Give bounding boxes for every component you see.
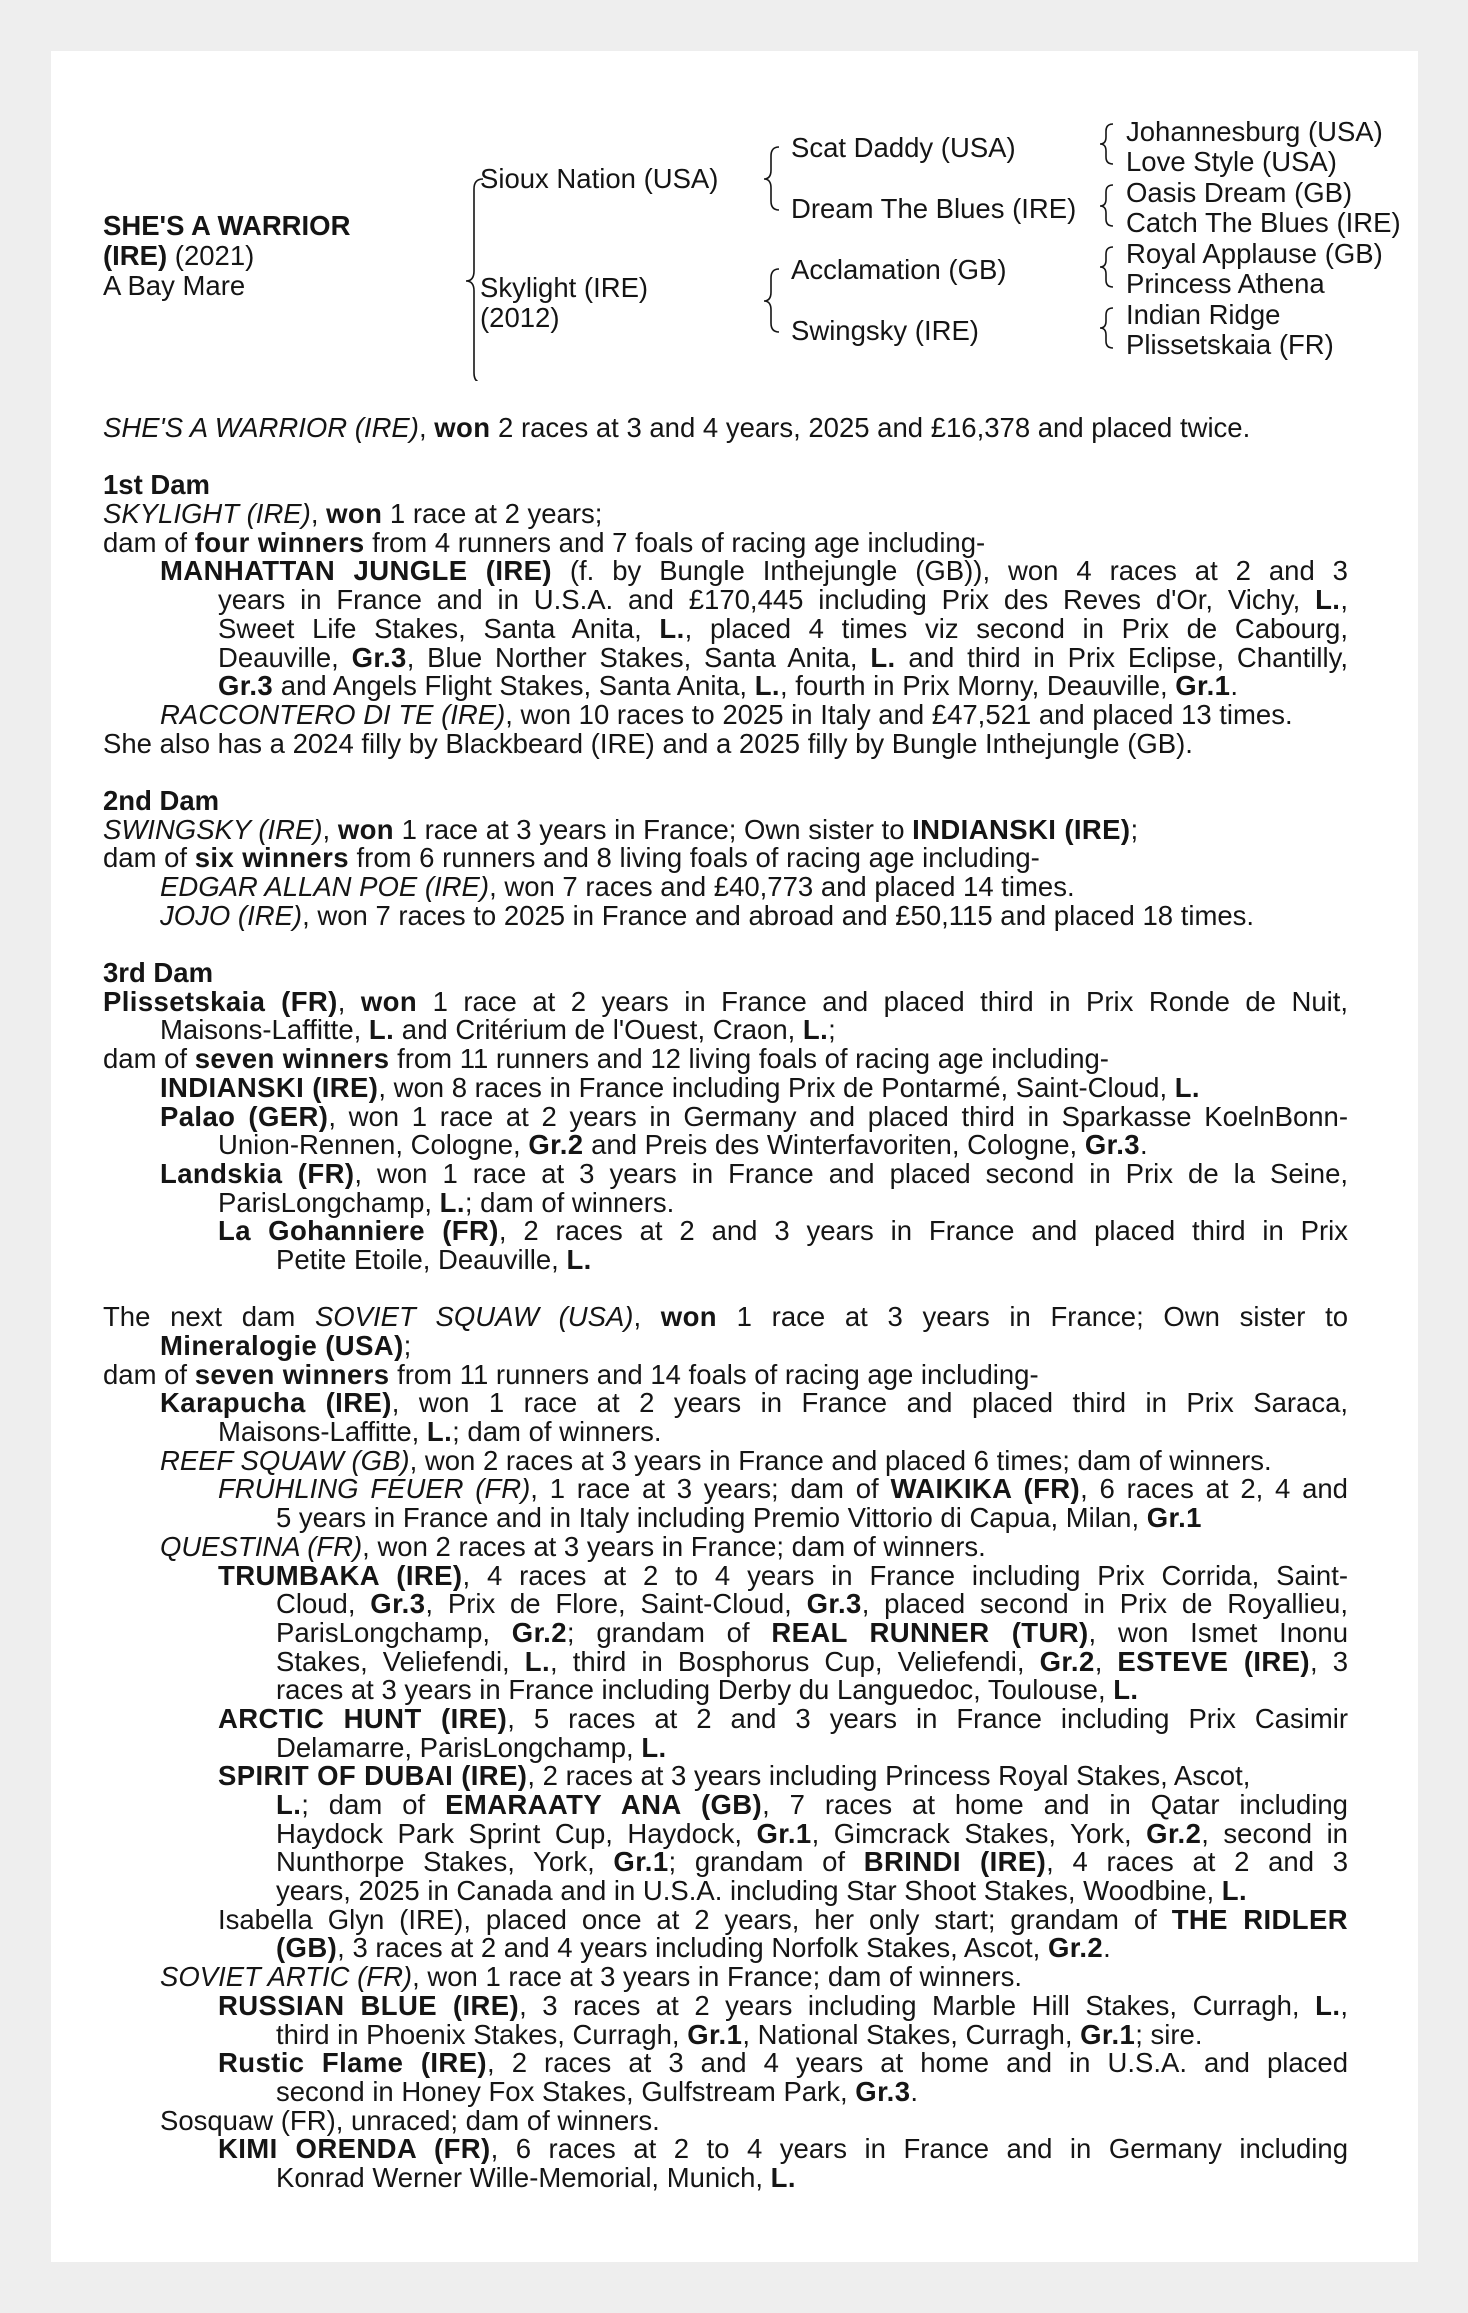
catalogue-page (51, 51, 1418, 2262)
horse-name-line2 (103, 241, 254, 271)
text: , won 1 race at 3 years in France; dam of winners. (412, 1961, 1022, 1993)
race-grade: Gr.2 (528, 1129, 584, 1161)
horse-name: SPIRIT OF DUBAI (IRE) (218, 1760, 528, 1792)
horse-name: Landskia (FR) (160, 1157, 355, 1189)
first-dam-record-text: 1 race at 2 years; (382, 498, 603, 530)
text: ; sire. (1135, 2018, 1203, 2050)
text: , 4 races at 2 and 3 (1046, 1846, 1348, 1878)
bracket-g3-4 (1100, 308, 1113, 348)
text: Petite Etoile, Deauville, (276, 1243, 567, 1275)
third-dam-record: Plissetskaia (FR), won 1 race at 2 years in France and placed third in Prix Ronde de Nuit, (103, 985, 1348, 1017)
horse-name: REAL RUNNER (TUR) (771, 1616, 1089, 1648)
dam-year: (2012) (480, 302, 560, 333)
race-grade: L. (1113, 1674, 1139, 1706)
race-grade: L. (524, 1645, 551, 1677)
horse-name: Mineralogie (USA) (160, 1330, 404, 1361)
bracket-dam (764, 269, 779, 332)
text: , Blue Norther Stakes, Santa Anita, (406, 641, 871, 673)
first-dam-heading: 1st Dam (103, 469, 210, 501)
entry-isabella-glyn (103, 1903, 1349, 1935)
summary-line: SHE'S A WARRIOR (IRE), won 2 races at 3 and 4 years, 2025 and £16,378 and placed twice. (103, 412, 1251, 443)
text: , 2 races at 2 and 3 years in France and placed third in Prix (498, 1215, 1349, 1247)
text: . (1139, 1129, 1148, 1161)
race-grade: L. (368, 1014, 395, 1046)
second-dam-name: SWINGSKY (IRE) (103, 813, 323, 845)
race-grade: Gr.1 (756, 1817, 812, 1849)
g3-ancestor: Oasis Dream (GB) (1126, 177, 1353, 208)
text: , fourth in Prix Morny, Deauville, (779, 670, 1176, 702)
text: , Prix de Flore, Saint-Cloud, (425, 1588, 807, 1620)
entry-questina (103, 1530, 1348, 1562)
text: , 3 (1309, 1645, 1349, 1677)
next-dam-record: The next dam SOVIET SQUAW (USA), won 1 race at 3 years in France; Own sister to (103, 1301, 1349, 1333)
race-grade: Gr.2 (1146, 1817, 1202, 1849)
text: , Gimcrack Stakes, York, (811, 1817, 1147, 1849)
text: dam of (103, 842, 195, 874)
horse-name: THE RIDLER (1171, 1903, 1349, 1935)
entry-line (103, 1332, 1348, 1361)
sire-sire: Scat Daddy (USA) (791, 132, 1016, 163)
entry-line (103, 2075, 1348, 2107)
text: races at 3 years in France including Derby du Languedoc, Toulouse, (276, 1674, 1114, 1706)
text: 1 race at 2 years in France and placed third in Prix Ronde de Nuit, (417, 985, 1348, 1017)
text: , 2 races at 3 years including Princess Royal Stakes, Ascot, (527, 1760, 1251, 1792)
text: Stakes, Veliefendi, (276, 1645, 525, 1677)
catalogue-body (103, 414, 1348, 2193)
text: from 11 runners and 12 living foals of racing age including- (389, 1043, 1109, 1075)
text: years, 2025 in Canada and in U.S.A. including Star Shoot Stakes, Woodbine, (276, 1875, 1222, 1907)
text: ; dam of winners. (464, 1186, 675, 1218)
bracket-g3-3 (1100, 247, 1113, 287)
horse-name: KIMI ORENDA (FR) (218, 2133, 491, 2165)
text: Union-Rennen, Cologne, (218, 1129, 529, 1161)
text: Delamarre, ParisLongchamp, (276, 1731, 642, 1763)
text: and Angels Flight Stakes, Santa Anita, (273, 670, 755, 702)
text: , 3 races at 2 and 4 years including Norfolk Stakes, Ascot, (337, 1932, 1048, 1964)
won-label: won (660, 1301, 717, 1333)
sire-name: Sioux Nation (USA) (480, 163, 719, 194)
race-grade: L. (870, 641, 896, 673)
first-dam-also: She also has a 2024 filly by Blackbeard (IRE) and a 2025 filly by Bungle Inthejungle (GB). (103, 727, 1193, 759)
text: , 3 races at 2 years including Marble Hill Stakes, Curragh, (519, 1989, 1316, 2021)
entry-sosquaw: Sosquaw (FR), unraced; dam of winners. (160, 2104, 660, 2136)
text: ; (403, 1330, 412, 1361)
text: , (1340, 584, 1348, 616)
text: , second in (1201, 1817, 1348, 1849)
entry-trumbaka (103, 1559, 1348, 1591)
won-label: won (360, 985, 418, 1017)
entry-arctic-hunt (103, 1702, 1349, 1734)
text: and Preis des Winterfavoriten, Cologne, (583, 1129, 1085, 1161)
text: (f. by Bungle Inthejungle (GB)), won 4 races at 2 and 3 (551, 555, 1348, 587)
race-grade: Gr.2 (1047, 1932, 1104, 1964)
text: ParisLongchamp, (276, 1616, 512, 1648)
text: ; (828, 1014, 836, 1046)
text: , placed 4 times viz second in Prix de Cabourg, (684, 612, 1348, 644)
text: from 6 runners and 8 living foals of racing age including- (348, 842, 1040, 874)
race-grade: L. (659, 612, 685, 644)
text: third in Phoenix Stakes, Curragh, (276, 2018, 688, 2050)
text: 5 years in France and in Italy including Premio Vittorio di Capua, Milan, (276, 1502, 1147, 1534)
entry-line (103, 2161, 1348, 2193)
won-label: won (337, 813, 394, 845)
third-dam-name: Plissetskaia (FR) (103, 985, 338, 1017)
second-dam-produce (103, 844, 1348, 873)
race-grade: Gr.3 (218, 670, 274, 702)
horse-name: RACCONTERO DI TE (IRE) (160, 698, 506, 730)
text: ParisLongchamp, (218, 1186, 440, 1218)
text: , third in Bosphorus Cup, Veliefendi, (550, 1645, 1040, 1677)
race-grade: L. (1315, 1989, 1341, 2021)
entry-line (103, 1590, 1348, 1619)
horse-name: BRINDI (IRE) (863, 1846, 1047, 1878)
horse-name: EDGAR ALLAN POE (IRE) (160, 871, 490, 902)
entry-line (103, 672, 1348, 701)
entry-line (103, 1877, 1348, 1906)
dam-name: Skylight (IRE) (480, 272, 649, 303)
race-grade: L. (641, 1731, 667, 1763)
text: , placed second in Prix de Royallieu, (861, 1588, 1348, 1620)
text: , (1340, 1989, 1349, 2021)
race-grade: L. (1174, 1071, 1200, 1103)
horse-name: WAIKIKA (FR) (890, 1473, 1081, 1505)
text: , National Stakes, Curragh, (742, 2018, 1081, 2050)
race-grade: Gr.3 (1084, 1129, 1140, 1161)
entry-raccontero (103, 698, 1348, 730)
horse-name: ESTEVE (IRE) (1117, 1645, 1310, 1677)
entry-line (103, 641, 1348, 673)
race-grade: Gr.1 (1175, 670, 1231, 702)
entry-line (103, 1131, 1348, 1160)
text: ; grandam of (668, 1846, 864, 1878)
horse-suffix: (IRE) (103, 240, 168, 271)
race-grade: L. (754, 670, 780, 702)
horse-name: RUSSIAN BLUE (IRE) (218, 1989, 520, 2021)
horse-name: INDIANSKI (IRE) (160, 1071, 379, 1103)
text: , won 10 races to 2025 in Italy and £47,521 and placed 13 times. (505, 698, 1293, 730)
winners-count: seven winners (194, 1043, 390, 1075)
entry-line (103, 1418, 1348, 1447)
race-grade: Gr.3 (806, 1588, 862, 1620)
text: , 2 races at 3 and 4 years at home and in U.S.A. and placed (487, 2047, 1348, 2079)
text: , 1 race at 3 years; dam of (530, 1473, 891, 1505)
text: . (910, 2075, 919, 2107)
race-grade: L. (1221, 1875, 1248, 1907)
entry-line (103, 1186, 1348, 1218)
dam-sire: Acclamation (GB) (791, 254, 1007, 285)
text: Isabella Glyn (IRE), placed once at 2 years, her only start; grandam of (218, 1903, 1172, 1935)
g3-ancestor: Plissetskaia (FR) (1126, 329, 1334, 360)
entry-line (103, 1934, 1348, 1963)
horse-name: REEF SQUAW (GB) (160, 1444, 410, 1476)
horse-description: A Bay Mare (103, 270, 246, 301)
text: from 11 runners and 14 foals of racing age including- (389, 1358, 1039, 1390)
text: , (1094, 1645, 1118, 1677)
summary-text: 2 races at 3 and 4 years, 2025 and £16,378 and placed twice. (490, 412, 1251, 443)
summary-name: SHE'S A WARRIOR (IRE) (103, 412, 419, 443)
text: , won 1 race at 2 years in Germany and placed third in Sparkasse KoelnBonn- (328, 1100, 1348, 1132)
bracket-g3-1 (1100, 124, 1113, 164)
g3-ancestor: Royal Applause (GB) (1126, 238, 1383, 269)
text: Haydock Park Sprint Cup, Haydock, (276, 1817, 757, 1849)
entry-soviet-artic (103, 1963, 1348, 1992)
race-grade: Gr.1 (687, 2018, 743, 2050)
text: and third in Prix Eclipse, Chantilly, (895, 641, 1348, 673)
entry-line (103, 1791, 1348, 1820)
horse-name: MANHATTAN JUNGLE (IRE) (160, 555, 552, 587)
text: . (1230, 670, 1239, 702)
entry-line (103, 1848, 1348, 1877)
second-dam-heading: 2nd Dam (103, 784, 220, 816)
next-dam-produce (103, 1358, 1348, 1390)
text: , won Ismet Inonu (1088, 1616, 1349, 1648)
horse-name: JOJO (IRE) (160, 899, 303, 931)
race-grade: Gr.3 (370, 1588, 426, 1620)
text: , won 1 race at 3 years in France and placed second in Prix de la Seine, (354, 1157, 1348, 1189)
text: , 7 races at home and in Qatar including (762, 1789, 1348, 1820)
third-dam-produce (103, 1045, 1348, 1074)
race-grade: L. (439, 1186, 465, 1218)
text: , won 1 race at 2 years in France and placed third in Prix Saraca, (391, 1387, 1349, 1419)
race-grade: L. (566, 1243, 592, 1275)
g3-ancestor: Johannesburg (USA) (1126, 116, 1383, 147)
text: second in Honey Fox Stakes, Gulfstream Park, (276, 2075, 856, 2107)
entry-kimi-orenda (103, 2135, 1348, 2164)
text: Maisons-Laffitte, (218, 1416, 427, 1448)
entry-karapucha (103, 1389, 1348, 1418)
text: , won 2 races at 3 years in France; dam of winners. (362, 1530, 986, 1562)
entry-line (103, 1504, 1348, 1533)
text: ; dam of winners. (452, 1416, 662, 1448)
second-dam-record: SWINGSKY (IRE), won 1 race at 3 years in France; Own sister to INDIANSKI (IRE); (103, 813, 1139, 845)
entry-line (103, 586, 1348, 615)
text: Nunthorpe Stakes, York, (276, 1846, 614, 1878)
text: The next dam (103, 1301, 315, 1333)
race-grade: Gr.1 (1080, 2018, 1136, 2050)
bracket-sire (764, 147, 779, 210)
text: Sweet Life Stakes, Santa Anita, (218, 612, 660, 644)
text: 1 race at 3 years in France; Own sister to (716, 1301, 1349, 1333)
text: , won 8 races in France including Prix de Pontarmé, Saint-Cloud, (378, 1071, 1175, 1103)
entry-palao (103, 1100, 1348, 1132)
entry-line (103, 612, 1348, 644)
entry-russian-blue (103, 1989, 1349, 2021)
g3-ancestor: Love Style (USA) (1126, 146, 1337, 177)
third-dam-heading: 3rd Dam (103, 957, 214, 989)
race-grade: L. (770, 2161, 796, 2193)
entry-rustic-flame (103, 2049, 1348, 2078)
text: years in France and in U.S.A. and £170,445 including Prix des Reves d'Or, Vichy, (218, 584, 1316, 616)
race-grade: L. (802, 1014, 829, 1046)
entry-manhattan-jungle (103, 557, 1348, 586)
entry-line (103, 2018, 1348, 2050)
first-dam-name: SKYLIGHT (IRE) (103, 498, 311, 530)
first-dam-record: SKYLIGHT (IRE), won 1 race at 2 years; (103, 498, 603, 530)
horse-name: SOVIET ARTIC (FR) (160, 1961, 413, 1993)
text: , 6 races at 2, 4 and (1080, 1473, 1348, 1505)
horse-name: TRUMBAKA (IRE) (218, 1559, 463, 1591)
g3-ancestor: Princess Athena (1126, 268, 1325, 299)
entry-landskia (103, 1157, 1348, 1189)
text: , won 2 races at 3 years in France and placed 6 times; dam of winners. (409, 1444, 1272, 1476)
entry-line (103, 1243, 1348, 1275)
race-grade: L. (276, 1789, 302, 1820)
winners-count: six winners (194, 842, 349, 874)
text: dam of (103, 1043, 195, 1075)
race-grade: L. (1315, 584, 1341, 616)
text: dam of (103, 526, 195, 558)
text: 1 race at 3 years in France; Own sister to (394, 813, 913, 845)
race-grade: Gr.1 (1146, 1502, 1202, 1534)
first-dam-produce (103, 526, 1348, 558)
g3-ancestor: Indian Ridge (1126, 299, 1281, 330)
entry-line (103, 1645, 1349, 1677)
race-grade: L. (426, 1416, 453, 1448)
horse-name: La Gohanniere (FR) (218, 1215, 499, 1247)
text: ; dam of (301, 1789, 446, 1820)
race-grade: Gr.3 (351, 641, 407, 673)
race-grade: Gr.1 (613, 1846, 669, 1878)
horse-name: Karapucha (IRE) (160, 1387, 392, 1419)
entry-line (103, 1016, 1348, 1045)
entry-jojo (103, 899, 1348, 931)
bracket-g3-2 (1100, 185, 1113, 226)
g3-ancestor: Catch The Blues (IRE) (1126, 207, 1401, 238)
entry-edgar-allan-poe (103, 873, 1348, 902)
entry-line (103, 1731, 1348, 1763)
text: , 6 races at 2 to 4 years in France and in Germany including (490, 2133, 1348, 2165)
text: ; (1130, 813, 1139, 845)
text: , won 7 races and £40,773 and placed 14 times. (489, 871, 1075, 902)
pedigree-table (103, 51, 1403, 381)
text: Konrad Werner Wille-Memorial, Munich, (276, 2161, 771, 2193)
entry-spirit-of-dubai (103, 1762, 1348, 1791)
entry-la-gohanniere (103, 1217, 1348, 1246)
horse-name: ARCTIC HUNT (IRE) (218, 1702, 508, 1734)
horse-name: SHE'S A WARRIOR (103, 210, 351, 241)
horse-name: FRUHLING FEUER (FR) (218, 1473, 531, 1505)
sire-dam: Dream The Blues (IRE) (791, 193, 1077, 224)
horse-name: Rustic Flame (IRE) (218, 2047, 487, 2079)
winners-count: seven winners (194, 1358, 390, 1390)
text: , won 7 races to 2025 in France and abroad and £50,115 and placed 18 times. (302, 899, 1255, 931)
race-grade: Gr.2 (1039, 1645, 1095, 1677)
race-grade: Gr.2 (511, 1616, 567, 1648)
next-dam-name: SOVIET SQUAW (USA) (314, 1301, 634, 1333)
entry-line (103, 1817, 1348, 1849)
horse-name: EMARAATY ANA (GB) (445, 1789, 763, 1820)
entry-indianski (103, 1071, 1348, 1103)
text: from 4 runners and 7 foals of racing age including- (364, 526, 986, 558)
horse-name: INDIANSKI (IRE) (912, 813, 1131, 845)
winners-count: four winners (194, 526, 365, 558)
text: and Critérium de l'Ouest, Craon, (394, 1014, 803, 1046)
horse-name: Palao (GER) (160, 1100, 329, 1132)
text: Maisons-Laffitte, (160, 1014, 369, 1046)
text: , 4 races at 2 to 4 years in France including Prix Corrida, Saint- (462, 1559, 1348, 1591)
text: ; grandam of (566, 1616, 772, 1648)
entry-reef-squaw (103, 1444, 1348, 1476)
text: , 5 races at 2 and 3 years in France including Prix Casimir (507, 1702, 1349, 1734)
horse-name: QUESTINA (FR) (160, 1530, 363, 1562)
entry-line (103, 1676, 1348, 1705)
horse-year: (2021) (167, 240, 255, 271)
text: . (1103, 1932, 1111, 1964)
entry-line (103, 1616, 1349, 1648)
entry-fruhling-feuer (103, 1475, 1348, 1504)
dam-dam: Swingsky (IRE) (791, 315, 979, 346)
text: dam of (103, 1358, 195, 1390)
text: Cloud, (276, 1588, 371, 1620)
first-dam-won: won (326, 498, 383, 530)
horse-name: (GB) (276, 1932, 338, 1964)
summary-won: won (434, 412, 491, 443)
text: Deauville, (218, 641, 352, 673)
race-grade: Gr.3 (855, 2075, 911, 2107)
